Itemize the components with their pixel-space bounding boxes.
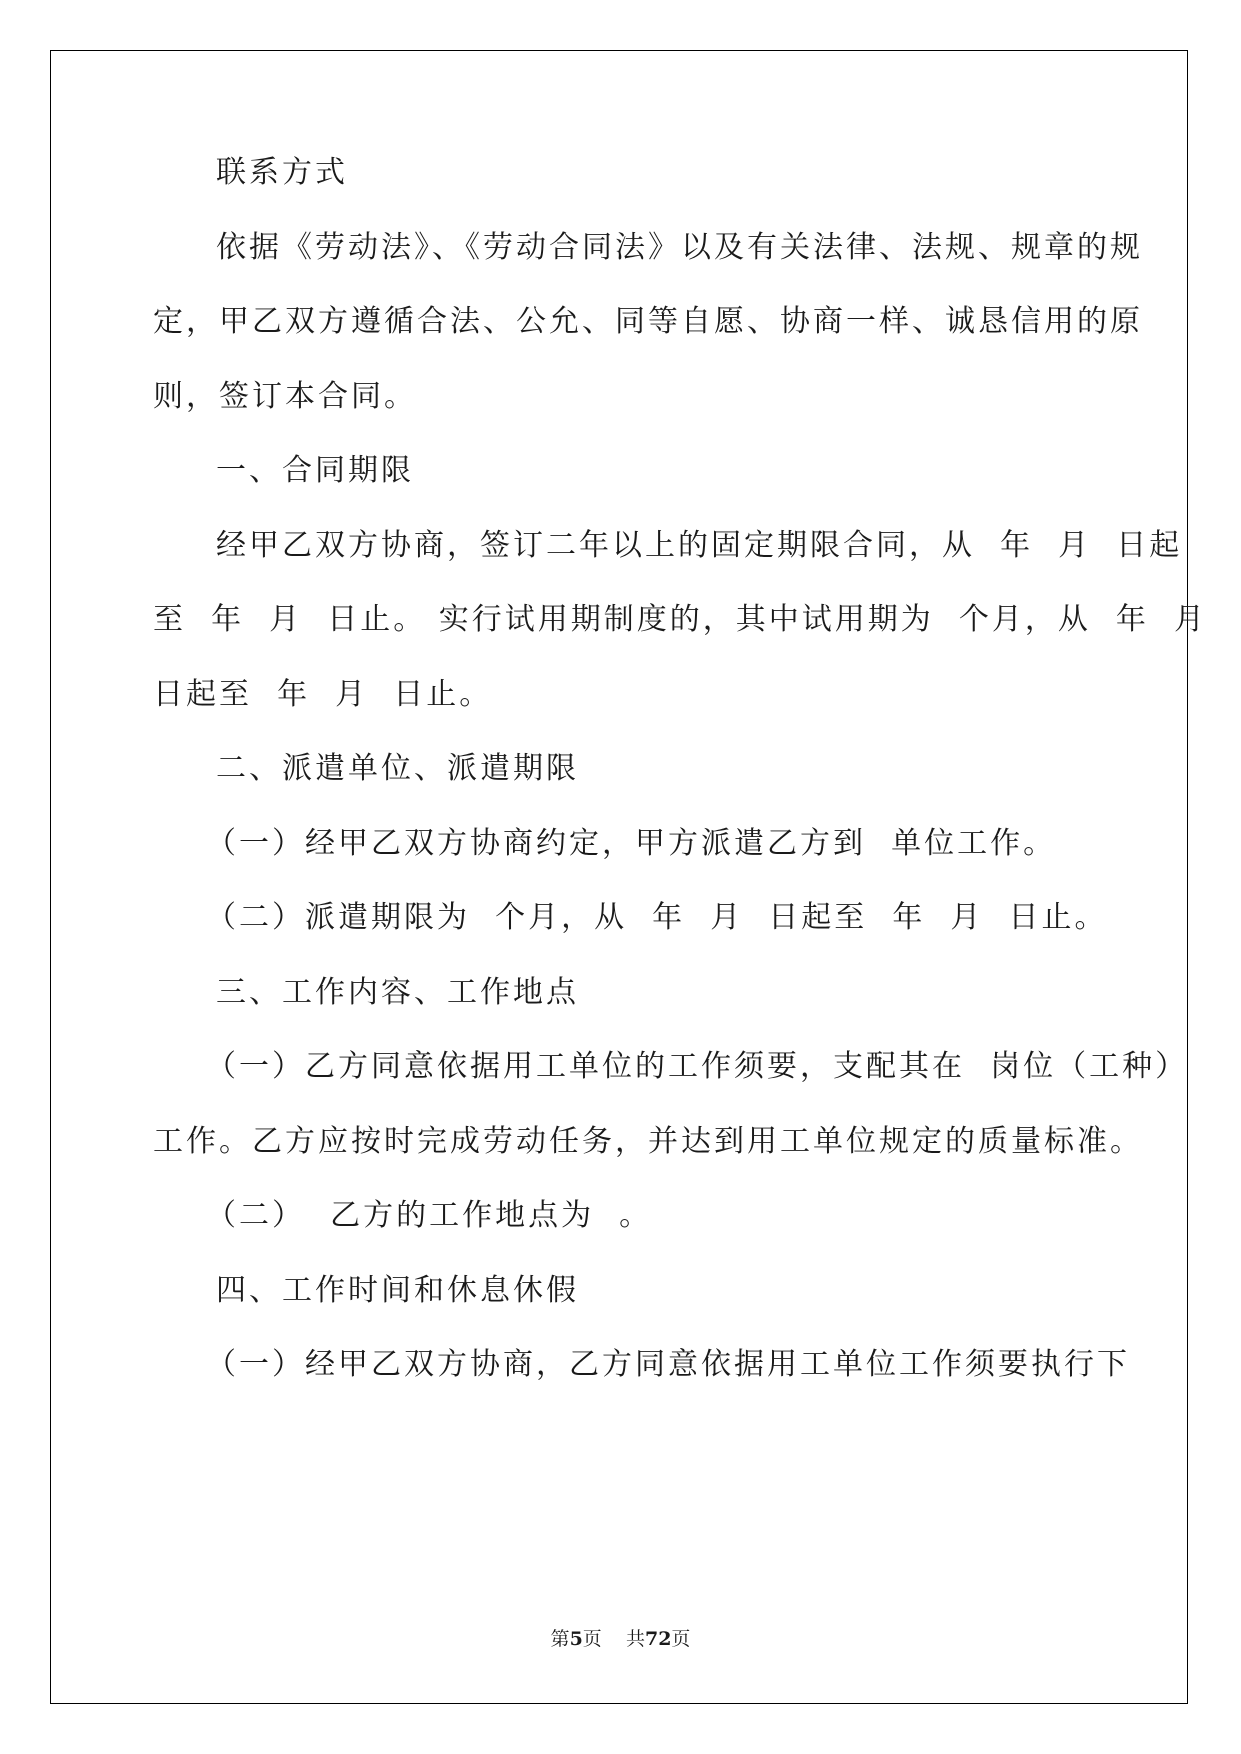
footer-mid: 页 共 [582, 1628, 645, 1650]
total-pages: 72 [644, 1628, 672, 1650]
page-footer [0, 1626, 1241, 1652]
text-line: 依据《劳动法》、《劳动合同法》以及有关法律、法规、规章的规 [216, 230, 1143, 265]
text-line: （一）乙方同意依据用工单位的工作须要，支配其在 岗位（工种） [206, 1049, 1189, 1084]
section-heading-2: 二、派遣单位、派遣期限 [216, 751, 579, 786]
text-line: 则，签订本合同。 [153, 379, 417, 414]
text-line-contact: 联系方式 [216, 155, 348, 190]
text-line: 经甲乙双方协商，签订二年以上的固定期限合同，从 年 月 日起 [216, 528, 1183, 563]
footer-suffix: 页 [671, 1628, 691, 1650]
page-border [50, 50, 1188, 1704]
section-heading-4: 四、工作时间和休息休假 [216, 1273, 579, 1308]
text-line: （二）派遣期限为 个月，从 年 月 日起至 年 月 日止。 [206, 900, 1108, 935]
section-heading-3: 三、工作内容、工作地点 [216, 975, 579, 1010]
text-line: （二） 乙方的工作地点为 。 [206, 1198, 653, 1233]
text-line: 至 年 月 日止。 实行试用期制度的，其中试用期为 个月，从 年 月 [153, 602, 1207, 637]
text-line: （一）经甲乙双方协商，乙方同意依据用工单位工作须要执行下 [206, 1347, 1130, 1382]
text-line: 定，甲乙双方遵循合法、公允、同等自愿、协商一样、诚恳信用的原 [153, 304, 1143, 339]
section-heading-1: 一、合同期限 [216, 453, 414, 488]
text-line: （一）经甲乙双方协商约定，甲方派遣乙方到 单位工作。 [206, 826, 1057, 861]
footer-prefix: 第 [550, 1628, 570, 1650]
text-line: 日起至 年 月 日止。 [153, 677, 493, 712]
text-line: 工作。乙方应按时完成劳动任务，并达到用工单位规定的质量标准。 [153, 1124, 1143, 1159]
page-number: 5 [569, 1628, 583, 1650]
